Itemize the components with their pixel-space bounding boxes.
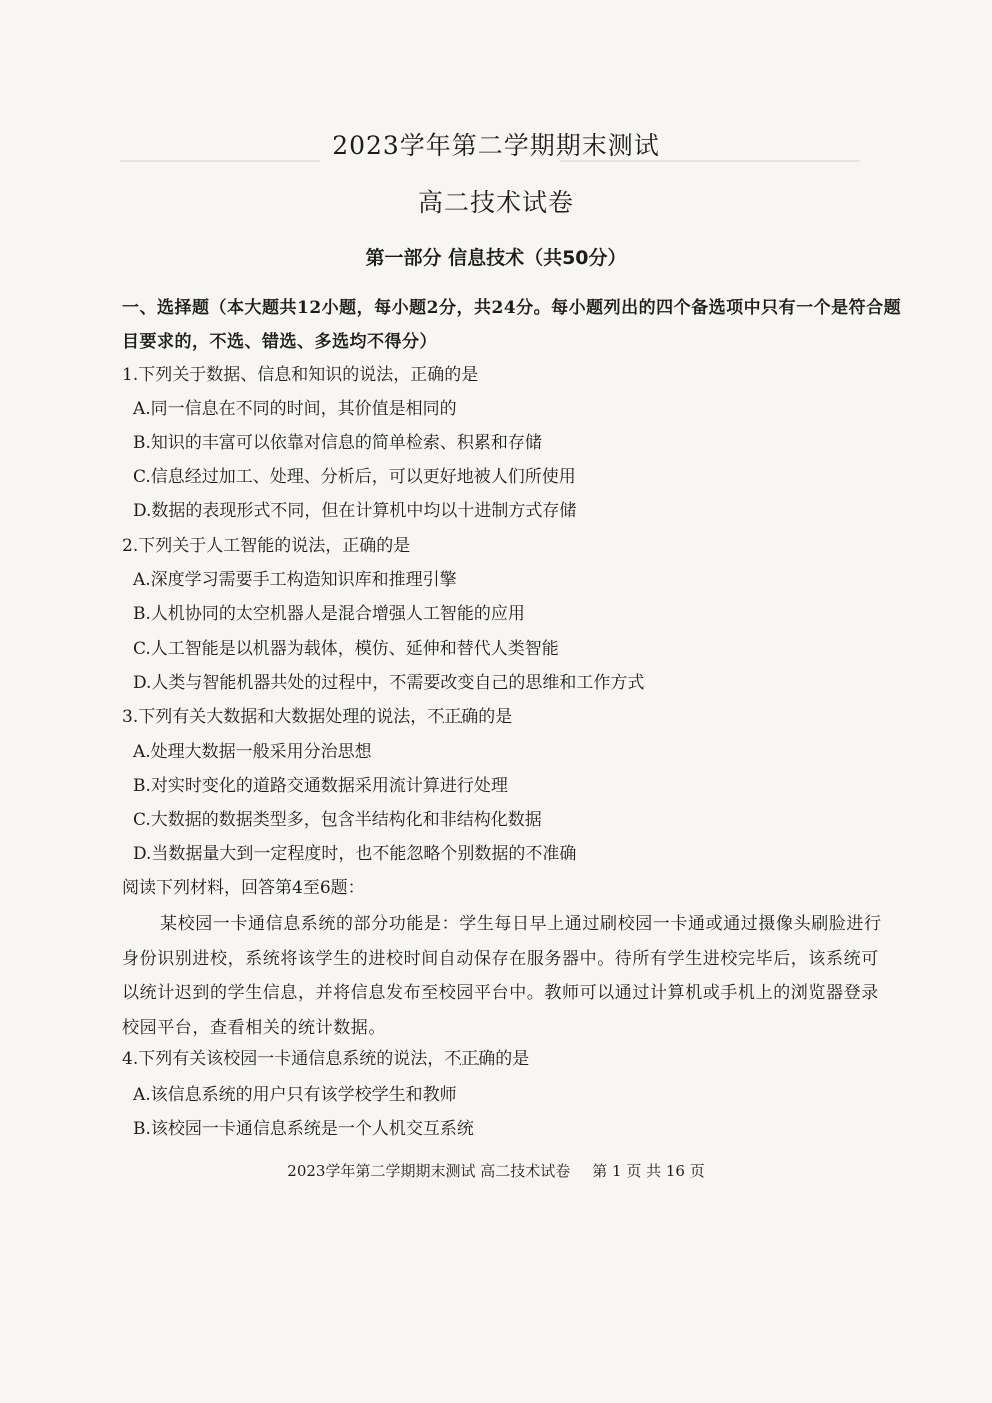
exam-subtitle: 高二技术试卷 (417, 188, 574, 217)
part-title: 第一部分 信息技术（共50分） (365, 247, 627, 269)
question-2-option-d: D.人类与智能机器共处的过程中，不需要改变自己的思维和工作方式 (133, 673, 645, 693)
question-1-option-a: A.同一信息在不同的时间，其价值是相同的 (133, 399, 457, 419)
question-3-option-a: A.处理大数据一般采用分治思想 (133, 742, 372, 762)
question-2-option-c: C.人工智能是以机器为载体，模仿、延伸和替代人类智能 (133, 639, 559, 659)
question-4-option-a: A.该信息系统的用户只有该学校学生和教师 (133, 1085, 457, 1105)
page-footer (0, 1160, 992, 1181)
question-3-stem-prefix: 3.下列有关大数据和大数据处理的说法， (122, 707, 428, 727)
reading-intro: 阅读下列材料，回答第4至6题： (122, 878, 365, 898)
question-4-option-b: B.该校园一卡通信息系统是一个人机交互系统 (133, 1119, 474, 1139)
question-3-stem-emphasis: 不正确 · · · (427, 707, 478, 727)
reading-passage: 某校园一卡通信息系统的部分功能是：学生每日早上通过刷校园一卡通或通过摄像头刷脸进行身份识别进校，系统将该学生的进校时间自动保存在服务器中。待所有学生进校完毕后，该系统可以统计迟到的学生信息，并将信息发布至校园平台中。教师可以通过计算机或手机上的浏览器登录校园平台，查看相关的统计数据。 (122, 914, 882, 1038)
question-3-option-d: D.当数据量大到一定程度时，也不能忽略个别数据的不准确 (133, 844, 577, 864)
section-heading: 一、选择题（本大题共12小题，每小题2分，共24分。每小题列出的四个备选项中只有一个是符合题目要求的，不选、错选、多选均不得分） (122, 298, 902, 352)
question-3-option-b: B.对实时变化的道路交通数据采用流计算进行处理 (133, 776, 508, 796)
question-1-option-d: D.数据的表现形式不同，但在计算机中均以十进制方式存储 (133, 501, 577, 521)
question-3-option-c: C.大数据的数据类型多，包含半结构化和非结构化数据 (133, 810, 542, 830)
footer-page-number: 第 1 页 共 16 页 (592, 1162, 705, 1180)
question-1-option-c: C.信息经过加工、处理、分析后，可以更好地被人们所使用 (133, 467, 576, 487)
footer-exam-name: 2023学年第二学期期末测试 高二技术试卷 (287, 1162, 571, 1180)
question-3-stem (122, 705, 512, 729)
question-2-option-b: B.人机协同的太空机器人是混合增强人工智能的应用 (133, 604, 525, 624)
exam-title: 2023学年第二学期期末测试 (332, 131, 660, 160)
question-1-option-b: B.知识的丰富可以依靠对信息的简单检索、积累和存储 (133, 433, 542, 453)
question-2-stem: 2.下列关于人工智能的说法，正确的是 (122, 536, 411, 556)
question-1-stem: 1.下列关于数据、信息和知识的说法，正确的是 (122, 365, 479, 385)
question-2-option-a: A.深度学习需要手工构造知识库和推理引擎 (133, 570, 457, 590)
question-4-stem-emphasis: 不正确 · · · (444, 1049, 495, 1069)
question-4-stem-prefix: 4.下列有关该校园一卡通信息系统的说法， (122, 1049, 445, 1069)
question-4-stem-suffix: 的是 (495, 1049, 530, 1069)
question-4-stem (122, 1047, 529, 1071)
question-3-stem-suffix: 的是 (478, 707, 513, 727)
